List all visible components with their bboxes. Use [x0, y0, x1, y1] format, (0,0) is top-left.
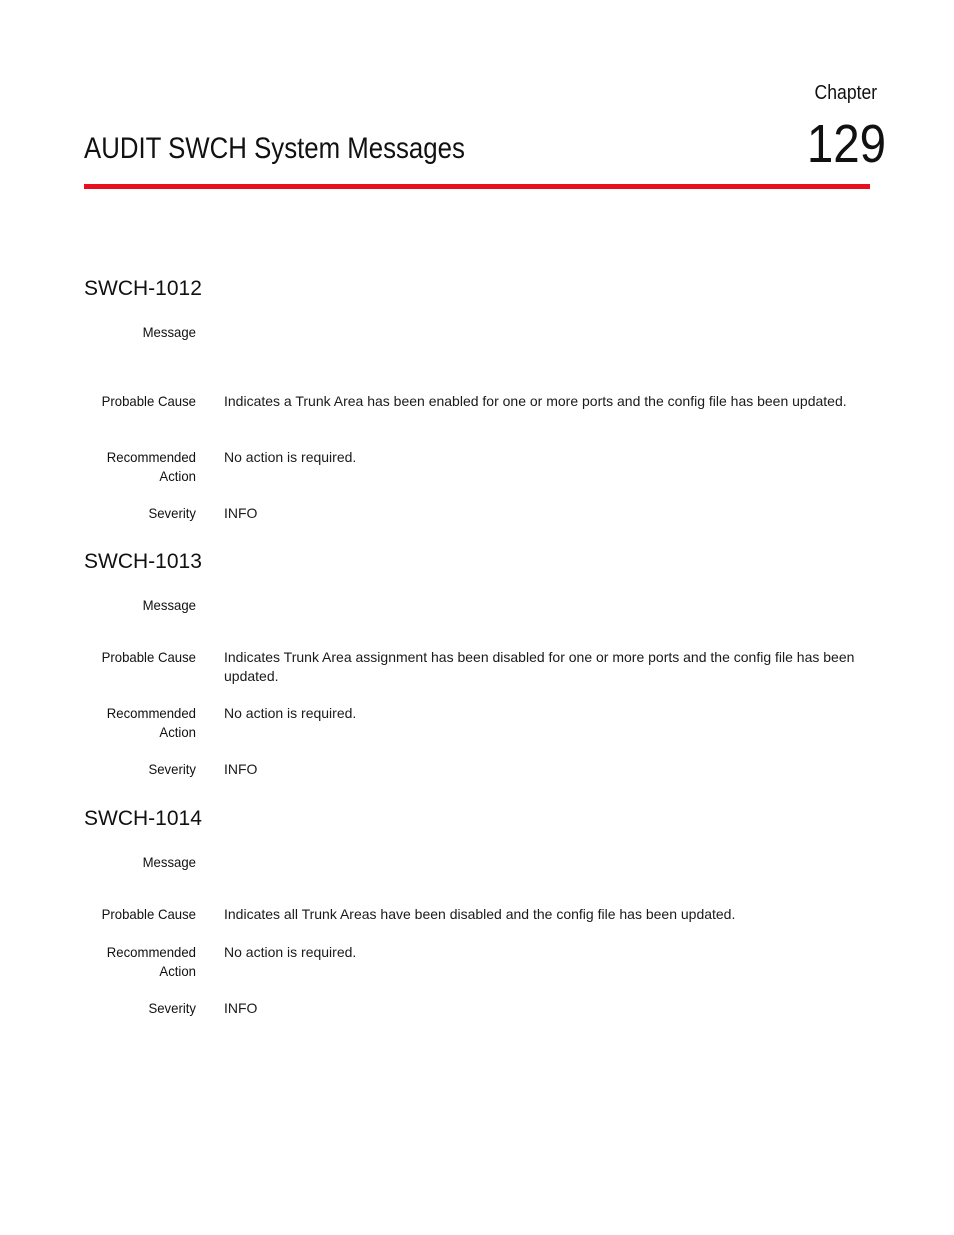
recommended-label-line1: Recommended [106, 449, 196, 465]
chapter-title: AUDIT SWCH System Messages [84, 132, 465, 165]
message-label: Message [142, 854, 196, 870]
recommended-action-value: No action is required. [224, 705, 357, 721]
probable-cause-value: Indicates Trunk Area assignment has been disabled for one or more ports and the config file has been updated. [224, 649, 855, 684]
recommended-label-line2: Action [159, 468, 196, 484]
probable-cause-value: Indicates all Trunk Areas have been disabled and the config file has been updated. [224, 906, 736, 922]
section-heading: SWCH-1012 [84, 277, 202, 300]
probable-cause-label: Probable Cause [101, 393, 196, 409]
recommended-label-line2: Action [159, 963, 196, 979]
recommended-action-value: No action is required. [224, 944, 357, 960]
message-label: Message [142, 597, 196, 613]
recommended-label-line2: Action [159, 724, 196, 740]
recommended-action-value: No action is required. [224, 449, 357, 465]
severity-value: INFO [224, 505, 258, 521]
recommended-action-label [64, 704, 196, 742]
probable-cause-value: Indicates a Trunk Area has been enabled for one or more ports and the config file has been updated. [224, 393, 847, 409]
chapter-number: 129 [806, 114, 886, 174]
severity-label: Severity [148, 1000, 196, 1016]
chapter-divider [84, 184, 870, 189]
probable-cause-label: Probable Cause [101, 649, 196, 665]
recommended-label-line1: Recommended [106, 705, 196, 721]
recommended-action-label [64, 448, 196, 486]
severity-value: INFO [224, 1000, 258, 1016]
section-heading: SWCH-1013 [84, 550, 202, 573]
severity-value: INFO [224, 761, 258, 777]
chapter-label: Chapter [814, 82, 877, 104]
message-label: Message [142, 324, 196, 340]
severity-label: Severity [148, 505, 196, 521]
severity-label: Severity [148, 761, 196, 777]
section-heading: SWCH-1014 [84, 807, 202, 830]
recommended-label-line1: Recommended [106, 944, 196, 960]
recommended-action-label [64, 943, 196, 981]
probable-cause-label: Probable Cause [101, 906, 196, 922]
